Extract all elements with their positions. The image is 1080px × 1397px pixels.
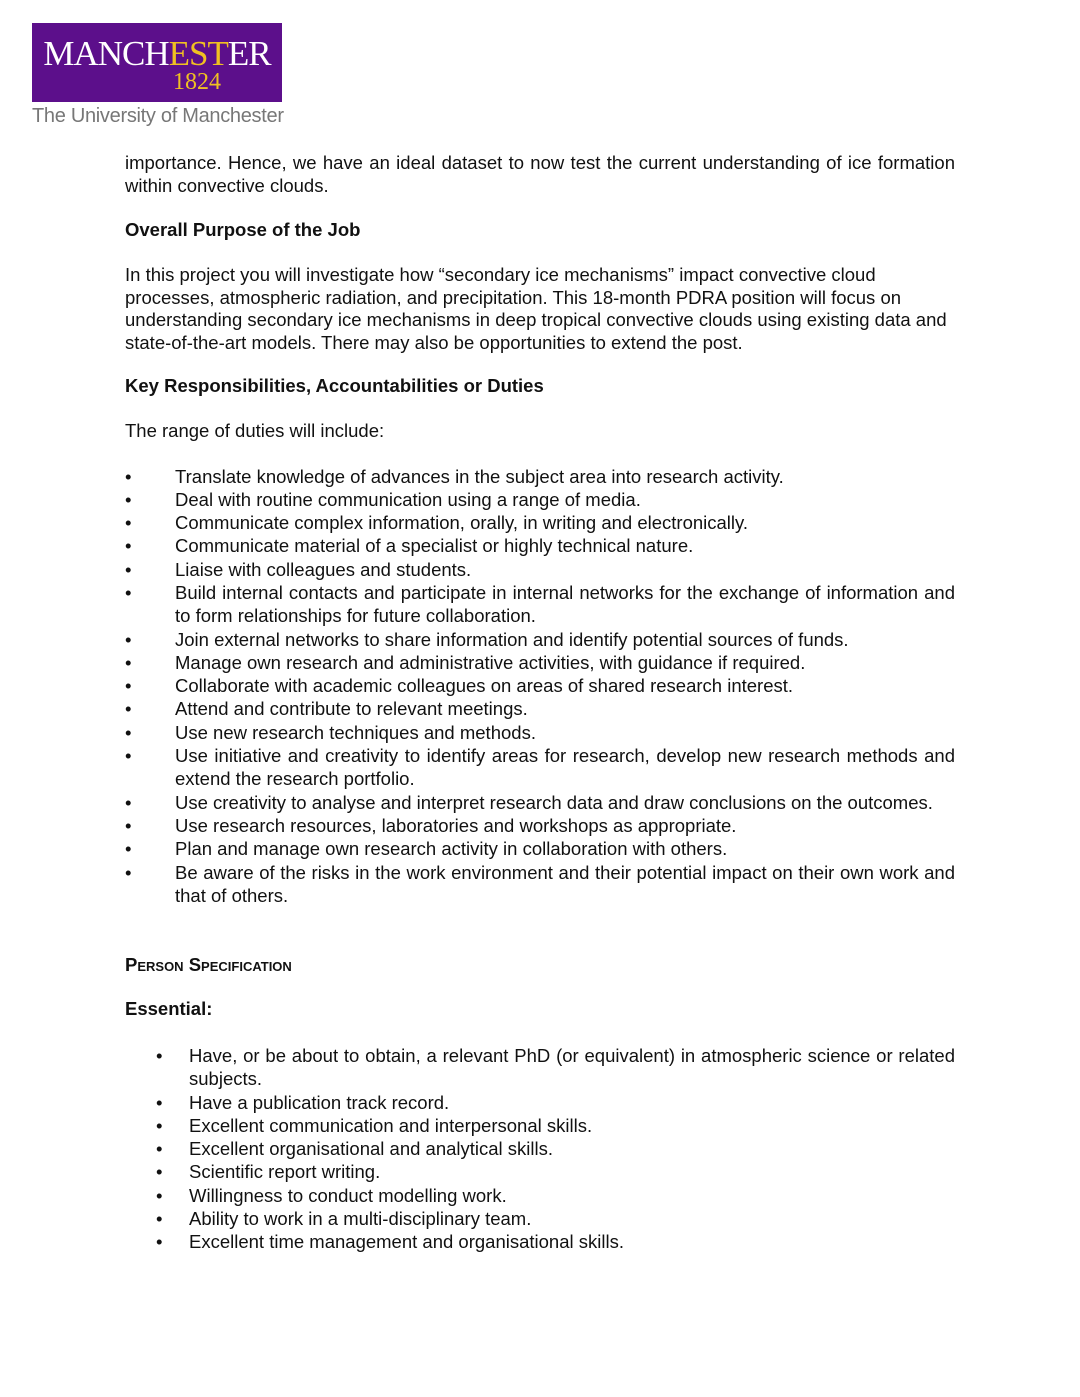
person-spec-heading: Person Specification <box>125 954 292 975</box>
list-item: • Translate knowledge of advances in the subject area into research activity. <box>125 465 955 488</box>
duties-intro: The range of duties will include: <box>125 420 385 441</box>
purpose-section <box>125 219 955 354</box>
university-logo <box>32 23 282 102</box>
duties-heading: Key Responsibilities, Accountabilities or Duties <box>125 375 544 396</box>
list-item: • Liaise with colleagues and students. <box>125 558 955 581</box>
logo-word-end: ER <box>227 34 271 73</box>
list-item: • Build internal contacts and participate in internal networks for the exchange of information and to form relationships for future collaboration. <box>125 581 955 628</box>
list-item: • Use creativity to analyse and interpret research data and draw conclusions on the outcomes. <box>125 791 955 814</box>
list-item: • Willingness to conduct modelling work. <box>125 1184 955 1207</box>
duties-section <box>125 375 955 907</box>
list-item: • Excellent organisational and analytical skills. <box>125 1137 955 1160</box>
logo-year: 1824 <box>173 69 221 95</box>
list-item: • Communicate material of a specialist or highly technical nature. <box>125 534 955 557</box>
logo-subtitle: The University of Manchester <box>32 105 284 127</box>
person-spec-section <box>125 954 955 1254</box>
list-item: • Deal with routine communication using a range of media. <box>125 488 955 511</box>
logo-word-start: MANCH <box>43 34 169 73</box>
list-item: • Excellent time management and organisational skills. <box>125 1230 955 1253</box>
list-item: • Use initiative and creativity to identify areas for research, develop new research methods and extend the research portfolio. <box>125 744 955 791</box>
list-item: • Plan and manage own research activity in collaboration with others. <box>125 837 955 860</box>
list-item: • Use new research techniques and methods. <box>125 721 955 744</box>
essential-list <box>125 1044 955 1254</box>
list-item: • Ability to work in a multi-disciplinary team. <box>125 1207 955 1230</box>
essential-heading: Essential: <box>125 998 213 1019</box>
intro-paragraph: importance. Hence, we have an ideal dataset to now test the current understanding of ice formation within convective clouds. <box>125 152 955 196</box>
list-item: • Have, or be about to obtain, a relevant PhD (or equivalent) in atmospheric science or related subjects. <box>125 1044 955 1091</box>
purpose-heading: Overall Purpose of the Job <box>125 219 361 240</box>
list-item: • Be aware of the risks in the work environment and their potential impact on their own work and that of others. <box>125 861 955 908</box>
logo-wordmark <box>32 36 282 71</box>
list-item: • Attend and contribute to relevant meetings. <box>125 697 955 720</box>
list-item: • Collaborate with academic colleagues on areas of shared research interest. <box>125 674 955 697</box>
list-item: • Manage own research and administrative activities, with guidance if required. <box>125 651 955 674</box>
list-item: • Excellent communication and interpersonal skills. <box>125 1114 955 1137</box>
list-item: • Communicate complex information, orally, in writing and electronically. <box>125 511 955 534</box>
purpose-paragraph: In this project you will investigate how “secondary ice mechanisms” impact convective cloud processes, atmospheric radiation, and precipitation. This 18-month PDRA position will focus on understanding secondary ice mechanisms in deep tropical convective clouds using existing data and state-of-the-art models. There may also be opportunities to extend the post. <box>125 264 947 353</box>
list-item: • Scientific report writing. <box>125 1160 955 1183</box>
intro-block <box>125 152 955 197</box>
duties-list <box>125 465 955 908</box>
list-item: • Have a publication track record. <box>125 1091 955 1114</box>
logo-word-accent: EST <box>168 34 228 73</box>
list-item: • Join external networks to share information and identify potential sources of funds. <box>125 628 955 651</box>
list-item: • Use research resources, laboratories and workshops as appropriate. <box>125 814 955 837</box>
